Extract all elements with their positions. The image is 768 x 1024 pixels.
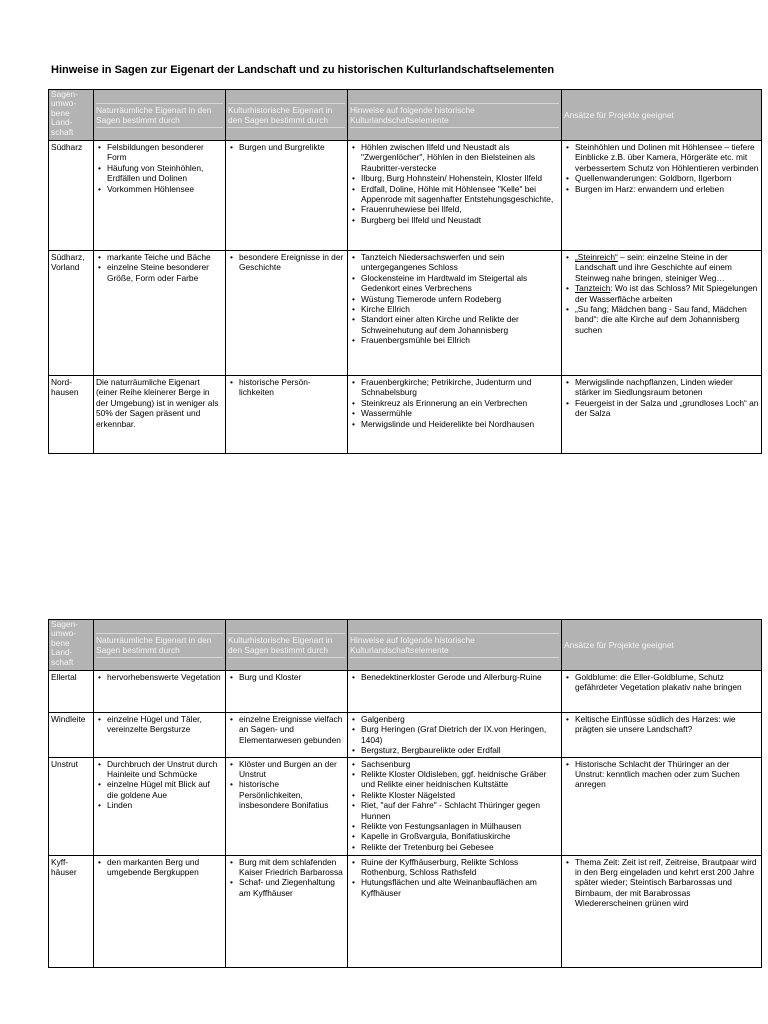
table-row (49, 757, 762, 855)
kultur-cell (226, 251, 348, 376)
list-item: • Burg mit dem schlafenden Kaiser Friedrich Barbarossa (239, 857, 345, 878)
projekte-cell (562, 713, 762, 758)
natur-cell: Die naturräumliche Eigenart (einer Reihe kleinerer Berge in der Umgebung) ist in weniger als 50% der Sagen präsent und erkennbar. (94, 376, 226, 454)
list-item: • einzelne Steine besonderer Größe, Form oder Farbe (107, 262, 223, 283)
header-landschaft: Sagen-umwo-bene Land-schaft (49, 90, 94, 141)
list-item: • Ilburg, Burg Hohnstein/ Hohenstein, Kloster Ilfeld (361, 173, 559, 183)
list-item: • historische Persönlichkeiten, insbesondere Bonifatius (239, 779, 345, 810)
underlined-term: Tanzteich (575, 283, 611, 294)
list-item: • historische Persön-lichkeiten (239, 377, 345, 398)
header-landschaft: Sagen-umwo-bene Land-schaft (49, 620, 94, 671)
list-item: • Keltische Einflüsse südlich des Harzes: wie prägten sie unsere Landschaft? (575, 714, 759, 735)
list-item: • Merwigslinde und Heiderelikte bei Nordhausen (361, 419, 559, 429)
list-item: • Standort einer alten Kirche und Relikte der Schweinehutung auf dem Johannisberg (361, 314, 559, 335)
list-item: • Burg und Kloster (239, 672, 345, 682)
kultur-cell (226, 376, 348, 454)
hinweise-cell (348, 671, 562, 713)
table-row (49, 713, 762, 758)
list-item: • „Su fang; Mädchen bang - Sau fand, Mädchen band“: die alte Kirche auf dem Johannisberg suchen (575, 304, 759, 335)
list-item: • Burg Heringen (Graf Dietrich der IX.von Heringen, 1404) (361, 724, 559, 745)
list-item: • einzelne Hügel mit Blick auf die goldene Aue (107, 779, 223, 800)
header-naturraeumlich: Naturräumliche Eigenart in den Sagen bestimmt durch (94, 620, 226, 671)
list-item: • Burgen im Harz: erwandern und erleben (575, 184, 759, 194)
kultur-cell (226, 713, 348, 758)
sagen-table-2 (48, 619, 762, 968)
list-item: • Kapelle in Großvargula, Bonifatiuskirche (361, 831, 559, 841)
hinweise-cell (348, 757, 562, 855)
table-row (49, 376, 762, 454)
list-item: • Hutungsflächen und alte Weinanbauflächen am Kyffhäuser (361, 877, 559, 898)
region-cell: Südharz (49, 141, 94, 251)
header-projekte: Ansätze für Projekte geeignet (562, 620, 762, 671)
projekte-cell (562, 251, 762, 376)
list-item: • Benedektinerkloster Gerode und Allerburg-Ruine (361, 672, 559, 682)
list-item: • Sachsenburg (361, 759, 559, 769)
table-row (49, 855, 762, 967)
table-row (49, 251, 762, 376)
table-row (49, 671, 762, 713)
header-hinweise: Hinweise auf folgende historische Kulturlandschaftselemente (348, 90, 562, 141)
list-item: • Burgberg bei Ilfeld und Neustadt (361, 215, 559, 225)
list-item: • Feuergeist in der Salza und „grundloses Loch“ an der Salza (575, 398, 759, 419)
hinweise-cell (348, 251, 562, 376)
list-item: • besondere Ereignisse in der Geschichte (239, 252, 345, 273)
projekte-cell (562, 376, 762, 454)
list-item: • Wassermühle (361, 408, 559, 418)
list-item: • Steinhöhlen und Dolinen mit Höhlensee – tiefere Einblicke z.B. über Kamera, Hörgeräte etc. mit verbessertem Schutz von Höhlentieren verbinden (575, 142, 759, 173)
list-item: • Felsbildungen besonderer Form (107, 142, 223, 163)
list-item: • Kirche Ellrich (361, 304, 559, 314)
list-item: • Quellenwanderungen: Goldborn, Ilgerborn (575, 173, 759, 183)
header-kulturhistorisch: Kulturhistorische Eigenart in den Sagen bestimmt durch (226, 620, 348, 671)
projekte-cell (562, 671, 762, 713)
list-item: • Glockensteine im Hardtwald im Steigertal als Gedenkort eines Verbrechens (361, 273, 559, 294)
list-item: • Klöster und Burgen an der Unstrut (239, 759, 345, 780)
region-cell: Unstrut (49, 757, 94, 855)
list-item: • Häufung von Steinhöhlen, Erdfällen und Dolinen (107, 163, 223, 184)
region-cell: Nord-hausen (49, 376, 94, 454)
list-item: • Relikte von Festungsanlagen in Mülhausen (361, 821, 559, 831)
natur-cell (94, 713, 226, 758)
hinweise-cell (348, 713, 562, 758)
region-cell: Kyff-häuser (49, 855, 94, 967)
list-item: • Historische Schlacht der Thüringer an der Unstrut: kenntlich machen oder zum Suchen anregen (575, 759, 759, 790)
header-naturraeumlich: Naturräumliche Eigenart in den Sagen bestimmt durch (94, 90, 226, 141)
projekte-cell (562, 757, 762, 855)
list-item: • Goldblume: die Eller-Goldblume, Schutz gefährdeter Vegetation plakativ nahe bringen (575, 672, 759, 693)
list-item: • Tanzteich: Wo ist das Schloss? Mit Spiegelungen der Wasserfläche arbeiten (575, 283, 759, 304)
list-item: • Bergsturz, Bergbaurelikte oder Erdfall (361, 745, 559, 755)
list-item: • einzelne Ereignisse vielfach an Sagen- und Elementarwesen gebunden (239, 714, 345, 745)
list-item: • einzelne Hügel und Täler, vereinzelte Bergsturze (107, 714, 223, 735)
natur-cell (94, 855, 226, 967)
list-item: • markante Teiche und Bäche (107, 252, 223, 262)
header-hinweise: Hinweise auf folgende historische Kulturlandschaftselemente (348, 620, 562, 671)
list-item: • Galgenberg (361, 714, 559, 724)
projekte-cell (562, 855, 762, 967)
kultur-cell (226, 757, 348, 855)
list-item: • Ruine der Kyffhäuserburg, Relikte Schloss Rothenburg, Schloss Rathsfeld (361, 857, 559, 878)
list-item: • Frauenruhewiese bei Ilfeld, (361, 204, 559, 214)
list-item: • Schaf- und Ziegenhaltung am Kyffhäuser (239, 877, 345, 898)
hinweise-cell (348, 376, 562, 454)
list-item: • Thema Zeit: Zeit ist reif, Zeitreise, Brautpaar wird in den Berg eingeladen und kehrt erst 200 Jahre später wieder; Steintisch Barbarossas und Birnbaum, der mit Barabrossas Wiedererscheinen grünen wird (575, 857, 759, 909)
list-item: • „Steinreich“ – sein: einzelne Steine in der Landschaft und ihre Geschichte auf einem Steinweg nahe bringen, steiniger Weg… (575, 252, 759, 283)
header-kulturhistorisch: Kulturhistorische Eigenart in den Sagen bestimmt durch (226, 90, 348, 141)
list-item: • Durchbruch der Unstrut durch Hainleite und Schmücke (107, 759, 223, 780)
list-item: • Linden (107, 800, 223, 810)
page-title: Hinweise in Sagen zur Eigenart der Landschaft und zu historischen Kulturlandschaftselementen (51, 64, 555, 76)
natur-cell (94, 671, 226, 713)
natur-cell (94, 141, 226, 251)
region-cell: Windleite (49, 713, 94, 758)
list-item: • hervorhebenswerte Vegetation (107, 672, 223, 682)
underlined-term: „Steinreich“ (575, 252, 618, 262)
list-item: • Burgen und Burgrelikte (239, 142, 345, 152)
natur-cell (94, 757, 226, 855)
list-item: • Tanzteich Niedersachswerfen und sein untergegangenes Schloss (361, 252, 559, 273)
kultur-cell (226, 671, 348, 713)
list-item: • Steinkreuz als Erinnerung an ein Verbrechen (361, 398, 559, 408)
natur-cell (94, 251, 226, 376)
kultur-cell (226, 855, 348, 967)
hinweise-cell (348, 855, 562, 967)
projekte-cell (562, 141, 762, 251)
header-projekte: Ansätze für Projekte geeignet (562, 90, 762, 141)
sagen-table-1 (48, 89, 762, 454)
list-item: • Frauenbergsmühle bei Ellrich (361, 335, 559, 345)
hinweise-cell (348, 141, 562, 251)
list-item: • Relikte Kloster Oldisleben, ggf. heidnische Gräber und Relikte einer heidnischen Kultstätte (361, 769, 559, 790)
list-item: • Höhlen zwischen Ilfeld und Neustadt als "Zwergenlöcher", Höhlen in den Bielsteinen als Raubritter-verstecke (361, 142, 559, 173)
list-item: • Merwigslinde nachpflanzen, Linden wieder stärker im Siedlungsraum betonen (575, 377, 759, 398)
list-item: • Frauenbergkirche; Petrikirche, Judenturm und Schnabelsburg (361, 377, 559, 398)
list-item: • Relikte der Tretenburg bei Gebesee (361, 842, 559, 852)
kultur-cell (226, 141, 348, 251)
region-cell: Ellertal (49, 671, 94, 713)
table-row (49, 141, 762, 251)
list-item: • Vorkommen Höhlensee (107, 184, 223, 194)
list-item: • den markanten Berg und umgebende Bergkuppen (107, 857, 223, 878)
list-item: • Erdfall, Doline, Höhle mit Höhlensee "Kelle" bei Appenrode mit sagenhafter Entstehungsgeschichte, (361, 184, 559, 205)
list-item: • Relikte Kloster Nägelsted (361, 790, 559, 800)
region-cell: Südharz, Vorland (49, 251, 94, 376)
table-header-row (49, 620, 762, 671)
table-header-row (49, 90, 762, 141)
list-item: • Riet, "auf der Fahre" - Schlacht Thüringer gegen Hunnen (361, 800, 559, 821)
list-item: • Wüstung Tiemerode unfern Rodeberg (361, 294, 559, 304)
